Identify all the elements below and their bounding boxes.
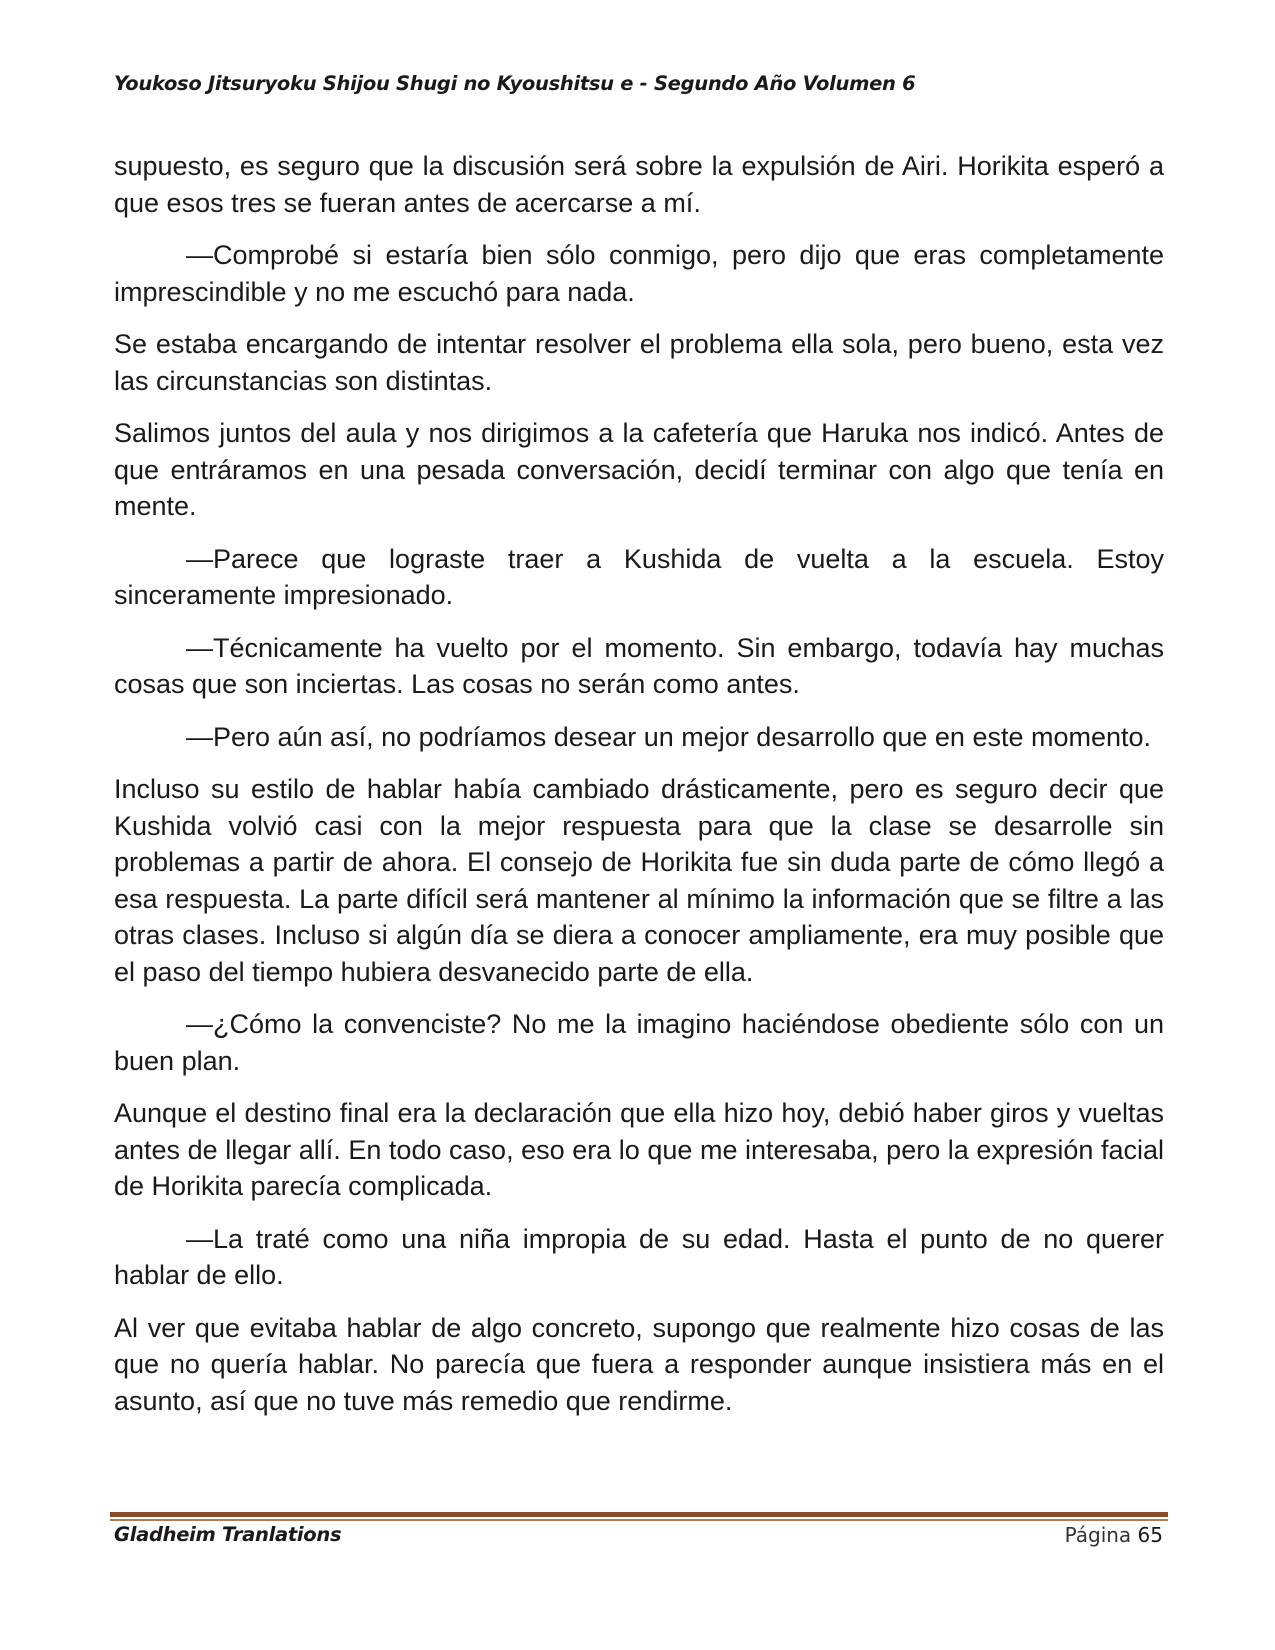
page-body bbox=[114, 148, 1164, 1435]
paragraph: Aunque el destino final era la declaración que ella hizo hoy, debió haber giros y vueltas antes de llegar allí. En todo caso, eso era lo que me interesaba, pero la expresión facial de Horikita parecía complicada. bbox=[114, 1098, 1164, 1201]
paragraph: Se estaba encargando de intentar resolver el problema ella sola, pero bueno, esta vez las circunstancias son distintas. bbox=[114, 329, 1164, 396]
dialogue-paragraph: —Parece que lograste traer a Kushida de vuelta a la escuela. Estoy sinceramente impresionado. bbox=[114, 543, 1164, 610]
paragraph: supuesto, es seguro que la discusión será sobre la expulsión de Airi. Horikita esperó a que esos tres se fueran antes de acercarse a mí. bbox=[114, 151, 1164, 218]
dialogue-paragraph: —¿Cómo la convenciste? No me la imagino haciéndose obediente sólo con un buen plan. bbox=[114, 1009, 1164, 1076]
page-label: Página bbox=[1064, 1523, 1132, 1547]
dialogue-paragraph: —Técnicamente ha vuelto por el momento. Sin embargo, todavía hay muchas cosas que son inciertas. Las cosas no serán como antes. bbox=[114, 632, 1164, 699]
dialogue-paragraph: —Pero aún así, no podríamos desear un mejor desarrollo que en este momento. bbox=[186, 721, 1152, 752]
running-header: Youkoso Jitsuryoku Shijou Shugi no Kyoushitsu e - Segundo Año Volumen 6 bbox=[114, 72, 916, 95]
paragraph: Al ver que evitaba hablar de algo concreto, supongo que realmente hizo cosas de las que no quería hablar. No parecía que fuera a responder aunque insistiera más en el asunto, así que no tuve más remedio que rendirme. bbox=[114, 1312, 1164, 1416]
footer-divider-thin bbox=[110, 1519, 1168, 1521]
page-number-value: 65 bbox=[1137, 1523, 1163, 1547]
page-number bbox=[1065, 1523, 1163, 1547]
footer-divider bbox=[110, 1512, 1168, 1517]
paragraph: Salimos juntos del aula y nos dirigimos a la cafetería que Haruka nos indicó. Antes de que entráramos en una pesada conversación, decidí terminar con algo que tenía en mente. bbox=[114, 418, 1164, 521]
paragraph: Incluso su estilo de hablar había cambiado drásticamente, pero es seguro decir que Kushida volvió casi con la mejor respuesta para que la clase se desarrolle sin problemas a partir de ahora. El consejo de Horikita fue sin duda parte de cómo llegó a esa respuesta. La parte difícil será mantener al mínimo la información que se filtre a las otras clases. Incluso si algún día se diera a conocer ampliamente, era muy posible que el paso del tiempo hubiera desvanecido parte de ella. bbox=[114, 774, 1164, 987]
dialogue-paragraph: —Comprobé si estaría bien sólo conmigo, pero dijo que eras completamente imprescindible y no me escuchó para nada. bbox=[114, 240, 1164, 307]
footer-credit: Gladheim Tranlations bbox=[114, 1523, 342, 1546]
dialogue-paragraph: —La traté como una niña impropia de su edad. Hasta el punto de no querer hablar de ello. bbox=[114, 1223, 1164, 1290]
